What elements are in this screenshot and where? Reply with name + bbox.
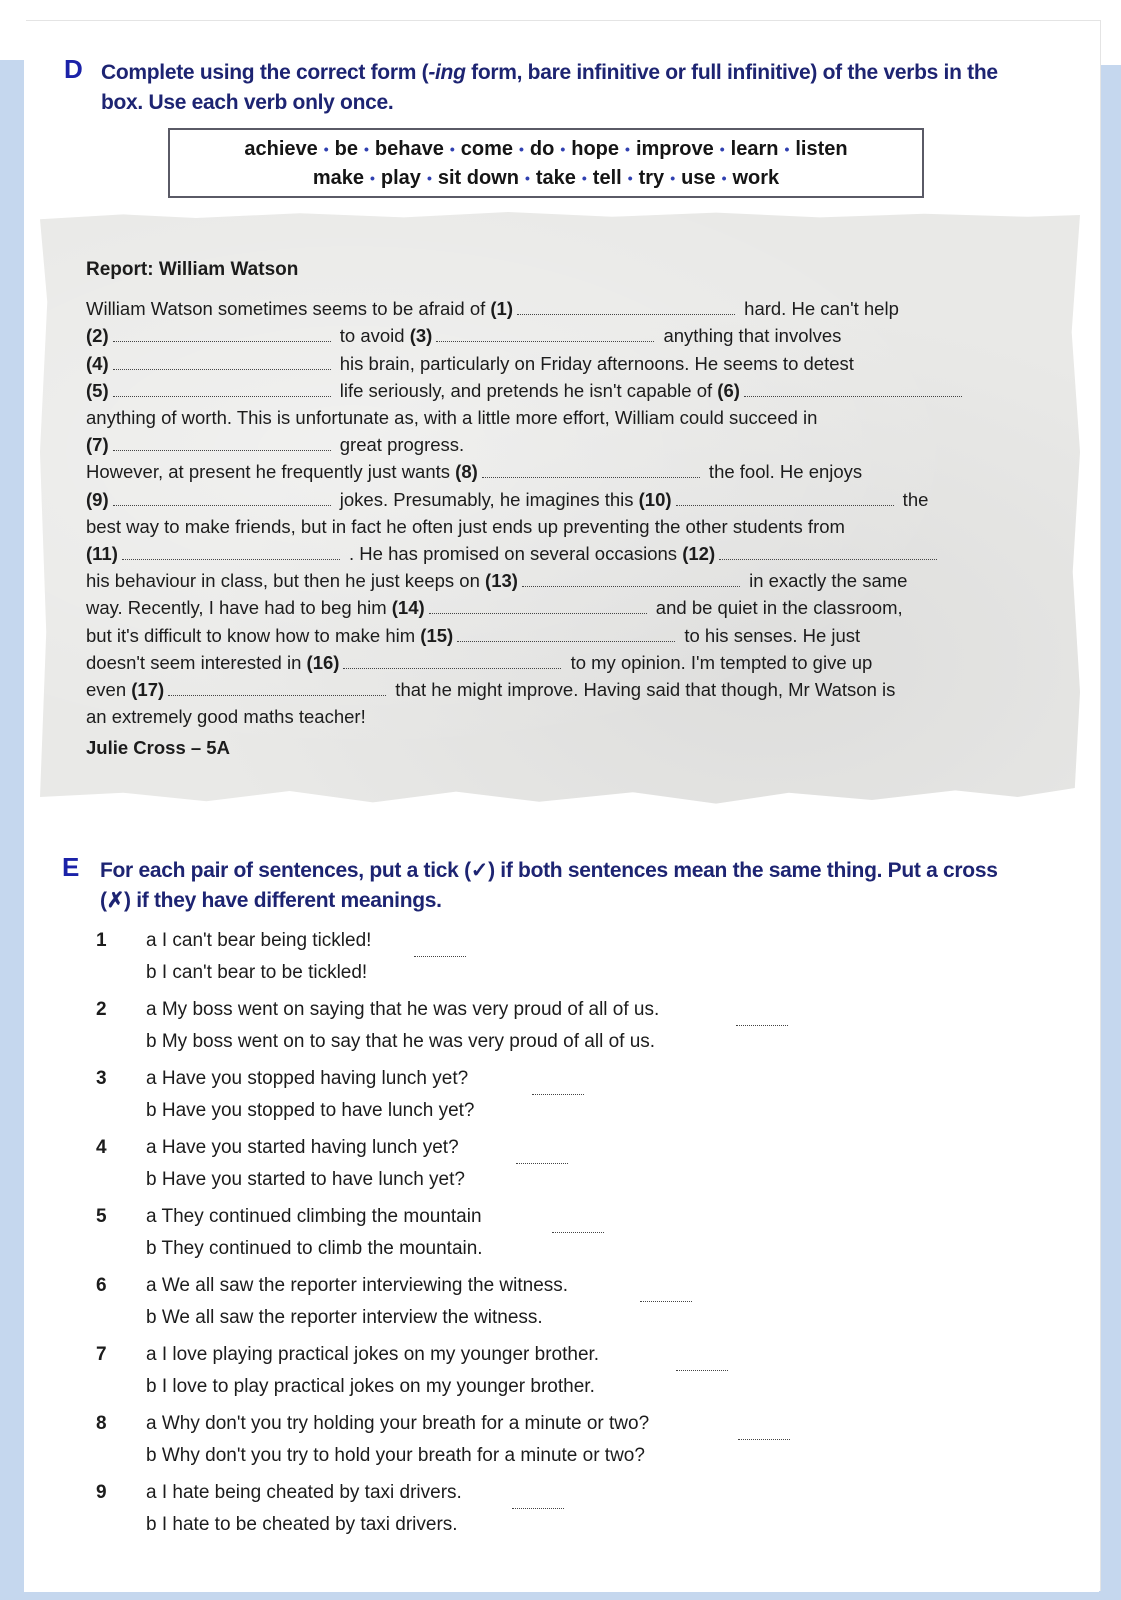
verb-word: play bbox=[380, 167, 421, 190]
sentence-b: b We all saw the reporter interview the witness. bbox=[146, 1307, 543, 1328]
bullet-separator: • bbox=[784, 141, 790, 158]
tick-cross-blank[interactable] bbox=[738, 1438, 790, 1440]
sentence-a: a I can't bear being tickled! bbox=[146, 930, 372, 951]
verb-word: achieve bbox=[244, 138, 318, 160]
report-line bbox=[86, 513, 1046, 540]
report-text-segment: and be quiet in the classroom, bbox=[650, 597, 903, 619]
answer-blank[interactable] bbox=[517, 313, 735, 315]
report-body bbox=[86, 295, 1046, 730]
sentence-a: a My boss went on saying that he was very proud of all of us. bbox=[146, 999, 660, 1020]
bullet-separator: • bbox=[719, 141, 725, 158]
page-edge-bottom bbox=[0, 1592, 1121, 1600]
tick-cross-blank[interactable] bbox=[676, 1369, 728, 1371]
blank-number: (1) bbox=[490, 298, 514, 320]
sentence-b: b Why don't you try to hold your breath for a minute or two? bbox=[146, 1445, 645, 1466]
report-line bbox=[86, 703, 1046, 730]
report-text-segment: doesn't seem interested in bbox=[86, 651, 307, 673]
report-text-segment: in exactly the same bbox=[743, 570, 908, 592]
answer-blank[interactable] bbox=[429, 612, 647, 614]
verb-word: make bbox=[312, 167, 364, 190]
sentence-a: a Have you stopped having lunch yet? bbox=[146, 1068, 469, 1089]
report-text-segment: anything that involves bbox=[658, 325, 842, 347]
exercise-d-instruction bbox=[101, 58, 1061, 118]
verb-word: use bbox=[681, 167, 716, 190]
sentence-a: a They continued climbing the mountain bbox=[146, 1206, 482, 1227]
report-line bbox=[86, 295, 1046, 322]
report-text-segment: William Watson sometimes seems to be afraid of bbox=[86, 298, 491, 320]
blank-number: (10) bbox=[638, 488, 672, 510]
answer-blank[interactable] bbox=[744, 395, 962, 397]
sentence-a: a Have you started having lunch yet? bbox=[146, 1137, 459, 1158]
bullet-separator: • bbox=[426, 170, 432, 187]
bullet-separator: • bbox=[627, 170, 633, 187]
answer-blank[interactable] bbox=[113, 395, 331, 397]
item-number: 9 bbox=[96, 1482, 107, 1503]
blank-number: (12) bbox=[682, 543, 716, 565]
report-line bbox=[86, 377, 1046, 404]
sentence-a: a I hate being cheated by taxi drivers. bbox=[146, 1482, 462, 1503]
blank-number: (9) bbox=[86, 488, 109, 510]
verb-word: take bbox=[535, 167, 576, 190]
sentence-b: b They continued to climb the mountain. bbox=[146, 1238, 483, 1259]
blank-number: (15) bbox=[420, 624, 454, 646]
instruction-text: For each pair of sentences, put a tick (✓) if both sentences mean the same thing. Put a cross bbox=[100, 859, 998, 882]
exercise-d-letter: D bbox=[64, 54, 83, 84]
answer-blank[interactable] bbox=[113, 368, 331, 370]
report-text-segment: but it's difficult to know how to make him bbox=[86, 624, 421, 646]
blank-number: (17) bbox=[131, 679, 165, 701]
blank-number: (8) bbox=[455, 461, 478, 483]
answer-blank[interactable] bbox=[522, 585, 740, 587]
verb-word: be bbox=[334, 138, 358, 160]
blank-number: (5) bbox=[86, 379, 109, 401]
sentence-b: b I love to play practical jokes on my younger brother. bbox=[146, 1376, 595, 1397]
report-line bbox=[86, 649, 1046, 676]
answer-blank[interactable] bbox=[482, 476, 700, 478]
report-line bbox=[86, 676, 1046, 703]
tick-cross-blank[interactable] bbox=[414, 955, 466, 957]
report-text-segment: best way to make friends, but in fact he often just ends up preventing the other students from bbox=[86, 515, 845, 537]
answer-blank[interactable] bbox=[168, 694, 386, 696]
verb-word: improve bbox=[635, 138, 714, 160]
item-number: 8 bbox=[96, 1413, 107, 1434]
report-line bbox=[86, 404, 1046, 431]
answer-blank[interactable] bbox=[676, 504, 894, 506]
answer-blank[interactable] bbox=[719, 558, 937, 560]
verb-word: behave bbox=[374, 138, 444, 160]
blank-number: (6) bbox=[717, 379, 740, 401]
sentence-a: a I love playing practical jokes on my younger brother. bbox=[146, 1344, 600, 1365]
blank-number: (16) bbox=[306, 651, 340, 673]
sentence-b: b I can't bear to be tickled! bbox=[146, 962, 368, 983]
verb-word: tell bbox=[592, 167, 622, 190]
blank-number: (4) bbox=[86, 352, 109, 374]
exercise-e-instruction bbox=[100, 856, 1080, 916]
answer-blank[interactable] bbox=[113, 504, 331, 506]
verb-row bbox=[170, 164, 922, 193]
instruction-text: form, bare infinitive or full infinitive) of the verbs in the bbox=[465, 61, 998, 84]
sentence-b: b Have you stopped to have lunch yet? bbox=[146, 1100, 475, 1121]
report-text-segment: to avoid bbox=[334, 325, 410, 347]
tick-cross-blank[interactable] bbox=[516, 1162, 568, 1164]
verb-word: do bbox=[529, 138, 555, 160]
verb-box bbox=[168, 128, 924, 198]
item-number: 6 bbox=[96, 1275, 107, 1296]
report-text-segment: the fool. He enjoys bbox=[703, 461, 863, 483]
verb-word: work bbox=[732, 167, 780, 190]
report-line bbox=[86, 540, 1046, 567]
blank-number: (7) bbox=[86, 434, 109, 456]
tick-cross-blank[interactable] bbox=[640, 1300, 692, 1302]
item-number: 5 bbox=[96, 1206, 107, 1227]
verb-word: listen bbox=[795, 138, 848, 160]
sentence-a: a We all saw the reporter interviewing the witness. bbox=[146, 1275, 569, 1296]
report-text-segment: hard. He can't help bbox=[739, 298, 899, 320]
bullet-separator: • bbox=[721, 170, 727, 187]
blank-number: (2) bbox=[86, 325, 109, 347]
bullet-separator: • bbox=[581, 170, 587, 187]
bullet-separator: • bbox=[364, 141, 369, 158]
bullet-separator: • bbox=[524, 170, 530, 187]
bullet-separator: • bbox=[323, 141, 329, 158]
instruction-text: (✗) if they have different meanings. bbox=[100, 889, 442, 912]
blank-number: (13) bbox=[485, 570, 518, 592]
answer-blank[interactable] bbox=[113, 449, 331, 451]
exercise-e-letter: E bbox=[62, 852, 80, 882]
bullet-separator: • bbox=[519, 141, 524, 158]
verb-word: learn bbox=[730, 138, 779, 160]
tick-cross-blank[interactable] bbox=[512, 1507, 564, 1509]
report-text-segment: jokes. Presumably, he imagines this bbox=[334, 488, 639, 510]
blank-number: (14) bbox=[391, 597, 425, 619]
answer-blank[interactable] bbox=[436, 340, 654, 342]
bullet-separator: • bbox=[449, 141, 455, 158]
verb-word: try bbox=[638, 167, 665, 190]
report-text-segment: that he might improve. Having said that though, Mr Watson is bbox=[390, 679, 896, 701]
verb-row bbox=[170, 135, 922, 164]
item-number: 7 bbox=[96, 1344, 107, 1365]
instruction-text: Complete using the correct form ( bbox=[101, 61, 429, 84]
verb-word: hope bbox=[571, 138, 620, 160]
bullet-separator: • bbox=[560, 141, 566, 158]
answer-blank[interactable] bbox=[343, 667, 561, 669]
blank-number: (11) bbox=[86, 543, 118, 565]
sentence-a: a Why don't you try holding your breath for a minute or two? bbox=[146, 1413, 650, 1434]
report-text-segment: to my opinion. I'm tempted to give up bbox=[565, 651, 873, 673]
page-edge-left bbox=[0, 60, 24, 1600]
report-text-segment: to his senses. He just bbox=[679, 624, 861, 646]
sentence-b: b I hate to be cheated by taxi drivers. bbox=[146, 1514, 458, 1535]
report-text-segment: life seriously, and pretends he isn't capable of bbox=[334, 379, 718, 401]
bullet-separator: • bbox=[670, 170, 676, 187]
report-text-segment: his behaviour in class, but then he just keeps on bbox=[86, 570, 486, 592]
report-line bbox=[86, 622, 1046, 649]
bullet-separator: • bbox=[370, 170, 375, 187]
blank-number: (3) bbox=[409, 325, 433, 347]
sentence-b: b My boss went on to say that he was very proud of all of us. bbox=[146, 1031, 656, 1052]
report-text-segment: great progress. bbox=[334, 434, 465, 456]
report-text-segment: the bbox=[897, 488, 929, 510]
sentence-b: b Have you started to have lunch yet? bbox=[146, 1169, 465, 1190]
answer-blank[interactable] bbox=[113, 340, 331, 342]
report-line bbox=[86, 458, 1046, 485]
tick-cross-blank[interactable] bbox=[736, 1024, 788, 1026]
report-line bbox=[86, 567, 1046, 594]
item-number: 3 bbox=[96, 1068, 107, 1089]
tick-cross-blank[interactable] bbox=[532, 1093, 584, 1095]
verb-word: come bbox=[460, 138, 513, 160]
report-line bbox=[86, 594, 1046, 621]
report-text bbox=[86, 256, 1046, 762]
report-signature: Julie Cross – 5A bbox=[86, 737, 230, 759]
item-number: 4 bbox=[96, 1137, 107, 1158]
report-text-segment: an extremely good maths teacher! bbox=[86, 706, 366, 728]
report-text-segment: his brain, particularly on Friday afternoons. He seems to detest bbox=[334, 352, 854, 374]
instruction-italic: -ing bbox=[428, 61, 466, 84]
instruction-text: box. Use each verb only once. bbox=[101, 91, 394, 114]
report-text-segment: even bbox=[86, 679, 132, 701]
report-text-segment: way. Recently, I have had to beg him bbox=[86, 597, 392, 619]
report-line bbox=[86, 350, 1046, 377]
report-text-segment: . He has promised on several occasions bbox=[343, 543, 683, 565]
report-text-segment: However, at present he frequently just wants bbox=[86, 461, 456, 483]
verb-word: sit down bbox=[437, 167, 519, 190]
item-number: 1 bbox=[96, 930, 107, 951]
bullet-separator: • bbox=[625, 141, 630, 158]
answer-blank[interactable] bbox=[457, 640, 675, 642]
report-line bbox=[86, 486, 1046, 513]
report-line bbox=[86, 322, 1046, 349]
page-edge-right bbox=[1099, 65, 1121, 1600]
answer-blank[interactable] bbox=[122, 558, 340, 560]
report-text-segment: anything of worth. This is unfortunate as, with a little more effort, William could succeed in bbox=[86, 407, 818, 429]
report-title: Report: William Watson bbox=[86, 259, 299, 280]
tick-cross-blank[interactable] bbox=[552, 1231, 604, 1233]
report-line bbox=[86, 431, 1046, 458]
item-number: 2 bbox=[96, 999, 107, 1020]
